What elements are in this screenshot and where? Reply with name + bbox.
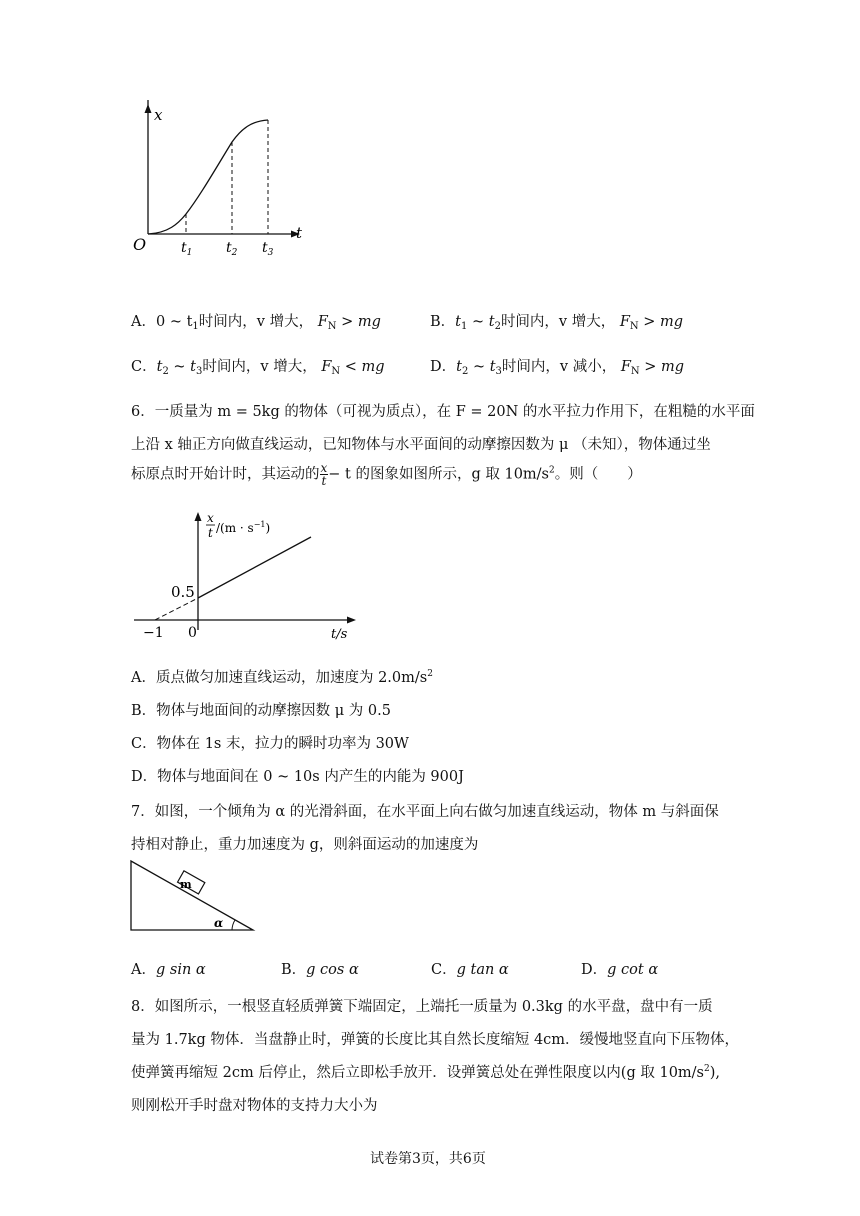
q7-option-b: B．g cos α [281,962,359,978]
x-t-graph [128,100,313,260]
q8-line-1: 8．如图所示，一根竖直轻质弹簧下端固定，上端托一质量为 0.3kg 的水平盘，盘中有一质 [131,999,713,1015]
q8-line-3: 使弹簧再缩短 2cm 后停止，然后立即松手放开．设弹簧总处在弹性限度以内(g 取 $10m/s^2$), [131,1064,721,1081]
xt-t-graph [128,506,368,641]
q5-option-b: B．$t_1$ ~ $t_2$时间内，v 增大， $F_N$ > mg [430,314,684,332]
q6-option-a: A．质点做匀加速直线运动，加速度为 $2.0m/s^2$ [131,669,433,686]
y-unit: $/(m \cdot s^{-1})$ [216,520,271,535]
tick-t2: $t_2$ [226,240,238,258]
x-axis-label: t/s [331,627,348,641]
q7-option-d: D．g cot α [581,962,659,978]
q7-option-c: C．g tan α [431,962,509,978]
q6-line-1: 6．一质量为 m = 5kg 的物体（可视为质点），在 F = 20N 的水平拉力作用下，在粗糙的水平面 [131,404,755,420]
q6-option-c: C．物体在 1s 末，拉力的瞬时功率为 30W [131,736,409,752]
angle-label: α [214,916,224,930]
q8-line-2: 量为 1.7kg 物体．当盘静止时，弹簧的长度比其自然长度缩短 4cm．缓慢地竖直向下压物体， [131,1032,740,1048]
q8-line-4: 则刚松开手时盘对物体的支持力大小为 [131,1098,378,1114]
q5-option-d: D．$t_2$ ~ $t_3$时间内，v 减小， $F_N$ > mg [430,359,685,377]
incline-figure [128,858,258,934]
tick-t1: $t_1$ [181,240,193,258]
origin-label: 0 [188,625,197,641]
q6-line-3: 标原点时开始计时，其运动的 $\frac{x}{t}$ − t 的图象如图所示，g 取 $10m/s^2$。则（ ） [131,461,642,488]
xt-fraction: $\frac{x}{t}$ [320,461,328,488]
q6-option-b: B．物体与地面间的动摩擦因数 μ 为 0.5 [131,703,391,719]
q5-option-c: C．$t_2$ ~ $t_3$时间内，v 增大， $F_N$ < mg [131,359,385,377]
neg-tick-label: −1 [143,625,164,641]
q7-option-a: A．g sin α [131,962,206,978]
page-footer: 试卷第3页，共6页 [370,1151,486,1167]
origin-label: O [133,235,147,254]
q5-option-a: A．0 ~ $t_1$时间内，v 增大， $F_N$ > mg [131,314,381,332]
y-label-num: x [207,511,214,525]
tick-t3: $t_3$ [262,240,274,258]
block-label: m [180,878,192,891]
y-label-den: t [208,526,213,540]
x-axis-label: t [296,224,303,242]
q6-option-d: D．物体与地面间在 0 ~ 10s 内产生的内能为 900J [131,769,464,785]
y-axis-label: x [154,106,163,124]
q7-line-1: 7．如图，一个倾角为 α 的光滑斜面，在水平面上向右做匀加速直线运动，物体 m 与斜面保 [131,804,719,820]
q7-line-2: 持相对静止，重力加速度为 g，则斜面运动的加速度为 [131,837,479,853]
q6-line-2: 上沿 x 轴正方向做直线运动，已知物体与水平面间的动摩擦因数为 μ （未知），物体通过坐 [131,437,711,453]
intercept-label: 0.5 [171,583,195,601]
